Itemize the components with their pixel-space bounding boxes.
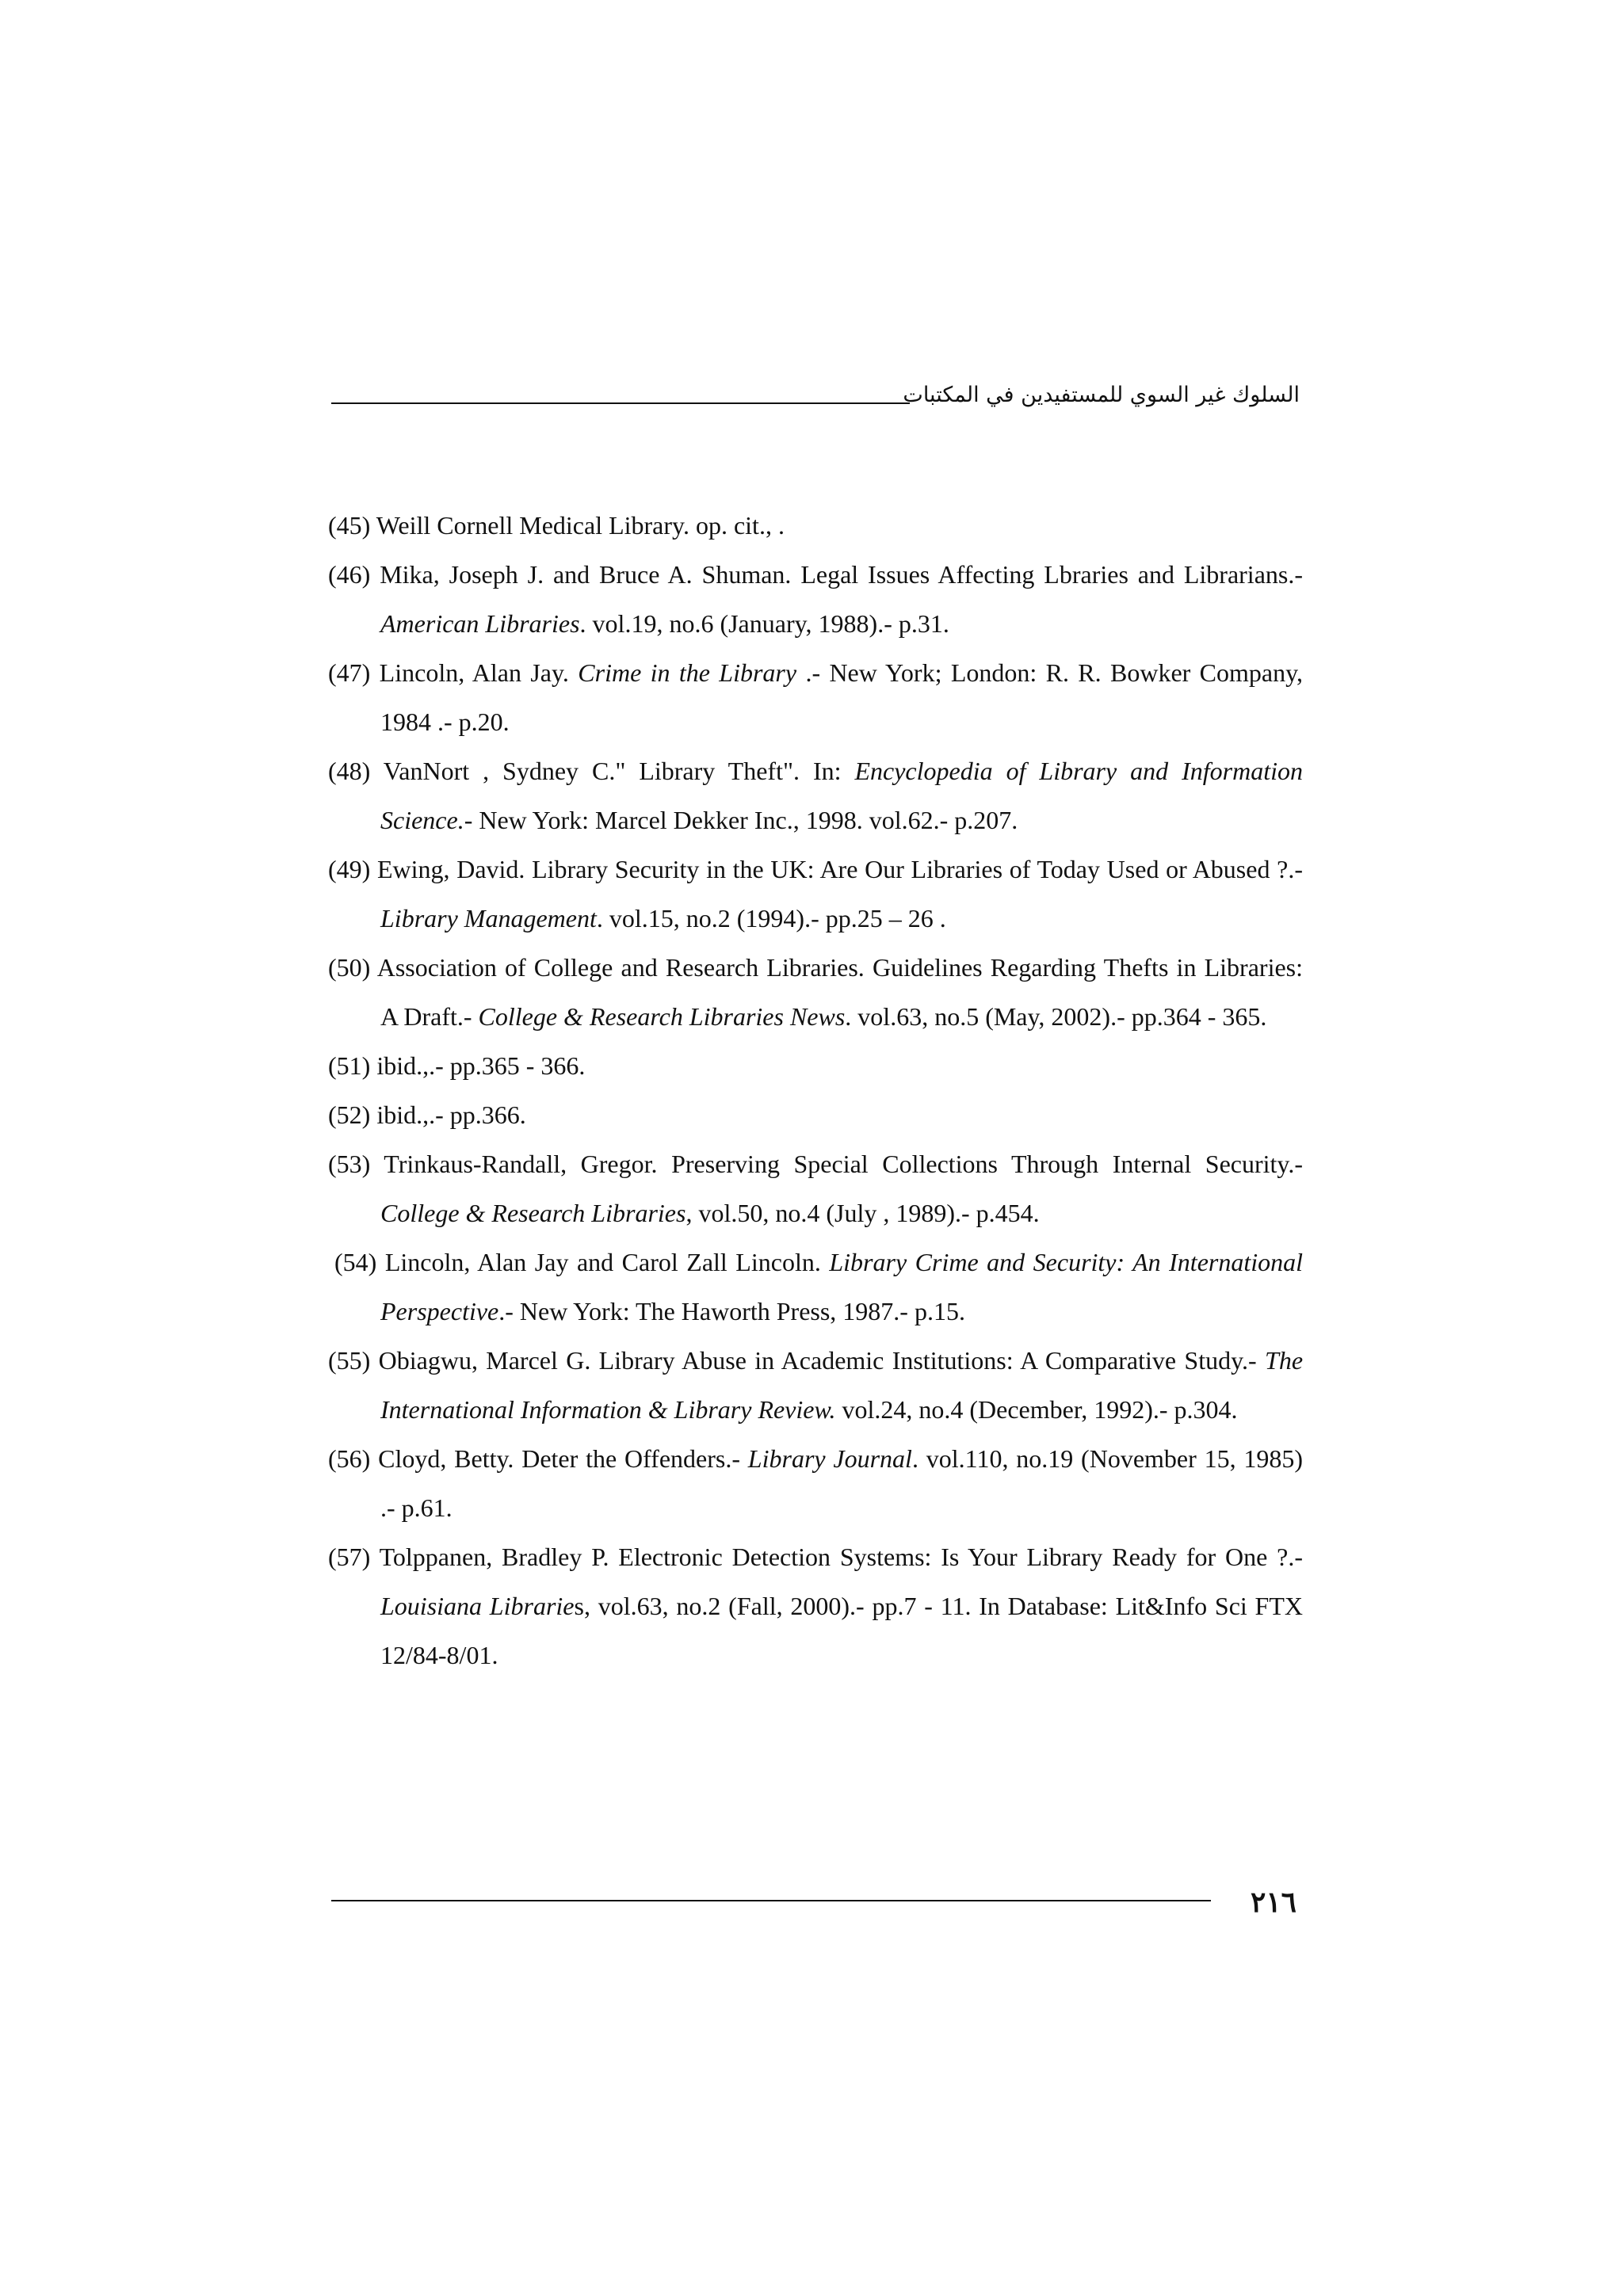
reference-source-title: The International Information & Library Review. (380, 1346, 1304, 1424)
reference-item (328, 1434, 1303, 1532)
reference-number: (47) (328, 658, 371, 687)
reference-text: , vol.50, no.4 (July , 1989).- p.454. (685, 1199, 1040, 1227)
reference-item (328, 501, 1303, 550)
reference-list (328, 501, 1303, 1680)
reference-text: ibid.,.- pp.365 - 366. (376, 1051, 586, 1080)
reference-source-title: Crime in the Library (578, 658, 797, 687)
reference-text: .- New York: The Haworth Press, 1987.- p.15. (498, 1297, 965, 1325)
reference-text: . vol.19, no.6 (January, 1988).- p.31. (579, 609, 949, 638)
reference-item (328, 943, 1303, 1041)
running-header-title: السلوك غير السوي للمستفيدين في المكتبات (903, 383, 1300, 407)
reference-source-title: Library Management (380, 904, 597, 933)
reference-item (328, 550, 1303, 648)
reference-text: ibid.,.- pp.366. (376, 1100, 526, 1129)
reference-item (328, 1139, 1303, 1238)
reference-text: Mika, Joseph J. and Bruce A. Shuman. Legal Issues Affecting Lbraries and Librarians.- (380, 560, 1304, 589)
reference-item (328, 648, 1303, 746)
reference-number: (53) (328, 1150, 371, 1178)
reference-source-title: Encyclopedia of Library and Information Science. (380, 757, 1303, 834)
reference-text: - New York: Marcel Dekker Inc., 1998. vol.62.- p.207. (464, 806, 1018, 834)
reference-number: (50) (328, 953, 371, 982)
reference-number: (54) (334, 1248, 377, 1276)
reference-number: (48) (328, 757, 371, 785)
page-number: ٢١٦ (1250, 1886, 1296, 1919)
reference-number: (45) (328, 511, 371, 540)
reference-source-title: College & Research Libraries News (478, 1002, 846, 1031)
reference-text: Cloyd, Betty. Deter the Offenders.- (378, 1444, 748, 1473)
reference-text: . vol.110, no.19 (November 15, 1985) .- p.61. (380, 1444, 1304, 1522)
reference-text: Ewing, David. Library Security in the UK: Are Our Libraries of Today Used or Abused ?.- (377, 855, 1304, 883)
reference-number: (57) (328, 1543, 371, 1571)
running-header (331, 372, 1300, 409)
reference-source-title: Library Journal (747, 1444, 912, 1473)
header-rule (331, 402, 910, 404)
reference-item (328, 1532, 1303, 1680)
reference-text: Trinkaus-Randall, Gregor. Preserving Special Collections Through Internal Security.- (384, 1150, 1304, 1178)
reference-text: Tolppanen, Bradley P. Electronic Detection Systems: Is Your Library Ready for One ?.- (379, 1543, 1304, 1571)
reference-number: (49) (328, 855, 371, 883)
reference-number: (55) (328, 1346, 371, 1375)
reference-source-title: Library Crime and Security: An International Perspective (380, 1248, 1304, 1325)
reference-text: s, vol.63, no.2 (Fall, 2000).- pp.7 - 11. In Database: Lit&Info Sci FTX 12/84-8/01. (380, 1592, 1304, 1669)
reference-source-title: American Libraries (380, 609, 580, 638)
reference-text: . vol.63, no.5 (May, 2002).- pp.364 - 365. (845, 1002, 1267, 1031)
reference-text: VanNort , Sydney C." Library Theft". In: (383, 757, 855, 785)
reference-text: . vol.15, no.2 (1994).- pp.25 – 26 . (596, 904, 946, 933)
footer-rule (331, 1900, 1211, 1901)
reference-source-title: Louisiana Librarie (380, 1592, 575, 1620)
reference-text: Lincoln, Alan Jay and Carol Zall Lincoln. (384, 1248, 830, 1276)
reference-text: .- New York; London: R. R. Bowker Company, 1984 .- p.20. (380, 658, 1304, 736)
reference-text: Obiagwu, Marcel G. Library Abuse in Academic Institutions: A Comparative Study.- (378, 1346, 1266, 1375)
reference-source-title: College & Research Libraries (380, 1199, 686, 1227)
reference-number: (46) (328, 560, 371, 589)
reference-item (328, 1336, 1303, 1434)
reference-text: Weill Cornell Medical Library. op. cit., . (376, 511, 785, 540)
reference-item (328, 1090, 1303, 1139)
reference-item (328, 746, 1303, 845)
reference-text: Lincoln, Alan Jay. (379, 658, 579, 687)
reference-text: vol.24, no.4 (December, 1992).- p.304. (835, 1395, 1238, 1424)
reference-number: (52) (328, 1100, 371, 1129)
reference-text: Association of College and Research Libraries. Guidelines Regarding Thefts in Libraries: A Draft.- (376, 953, 1304, 1031)
reference-number: (56) (328, 1444, 371, 1473)
reference-item (328, 845, 1303, 943)
reference-number: (51) (328, 1051, 371, 1080)
reference-item (328, 1041, 1303, 1090)
page-footer (331, 1886, 1303, 1925)
reference-item (328, 1238, 1303, 1336)
